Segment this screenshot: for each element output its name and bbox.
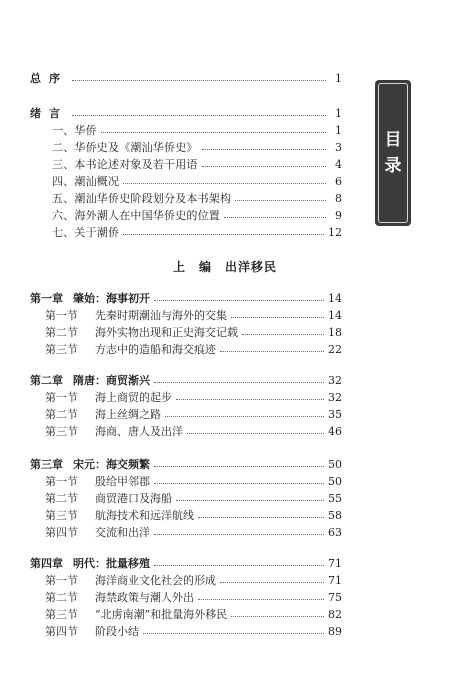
dot-leader	[224, 216, 326, 218]
toc-section[interactable]	[45, 572, 342, 588]
section-page: 18	[328, 325, 342, 339]
section-number: 第一节	[45, 475, 78, 488]
section-number: 第二节	[45, 408, 78, 421]
dot-leader	[231, 615, 324, 617]
dot-leader	[220, 581, 324, 583]
section-title: 海外实物出现和正史海交记载	[95, 326, 238, 339]
chapter-title: 肇始：海事初开	[73, 292, 150, 305]
toc-section[interactable]	[45, 623, 342, 639]
toc-subentry-label: 七、关于潮侨	[52, 226, 120, 239]
section-page: 22	[328, 342, 342, 356]
toc-subentry-label: 三、本书论述对象及若干用语	[52, 158, 198, 171]
section-page: 75	[328, 590, 342, 604]
section-page: 46	[328, 424, 342, 438]
contents-side-tab	[375, 80, 411, 226]
toc-entry-label: 绪言	[30, 107, 68, 120]
section-title: 方志中的造船和海交痕迹	[95, 343, 216, 356]
toc-chapter[interactable]	[30, 555, 342, 571]
dot-leader	[198, 516, 324, 518]
section-number: 第三节	[45, 608, 78, 621]
dot-leader	[123, 182, 326, 184]
toc-subentry-label: 五、潮汕华侨史阶段划分及本书架构	[52, 192, 232, 205]
toc-subentry-page: 6	[335, 174, 342, 188]
toc-chapter[interactable]	[30, 372, 342, 388]
section-number: 第二节	[45, 591, 78, 604]
section-title: 海洋商业文化社会的形成	[95, 574, 216, 587]
toc-section[interactable]	[45, 307, 342, 323]
toc-subentry-page: 4	[335, 157, 342, 171]
dot-leader	[176, 398, 324, 400]
dot-leader	[235, 199, 326, 201]
contents-side-tab-label	[378, 83, 408, 223]
dot-leader	[154, 465, 324, 467]
toc-subentry[interactable]	[52, 156, 342, 172]
section-page: 14	[328, 308, 342, 322]
dot-leader	[165, 415, 324, 417]
toc-chapter[interactable]	[30, 456, 342, 472]
toc-section[interactable]	[45, 473, 342, 489]
chapter-page: 50	[328, 457, 342, 471]
toc-section[interactable]	[45, 423, 342, 439]
dot-leader	[154, 564, 324, 566]
section-number: 第三节	[45, 343, 78, 356]
section-number: 第三节	[45, 509, 78, 522]
toc-subentry[interactable]	[52, 224, 342, 240]
toc-entry-label: 总序	[30, 72, 68, 85]
section-title: 殷给甲邻郡	[95, 475, 150, 488]
toc-entry-page: 1	[335, 71, 342, 85]
dot-leader	[187, 432, 324, 434]
toc-section[interactable]	[45, 606, 342, 622]
dot-leader	[220, 350, 324, 352]
section-title: 阶段小结	[95, 625, 139, 638]
toc-subentry[interactable]	[52, 173, 342, 189]
dot-leader	[242, 333, 324, 335]
section-page: 50	[328, 474, 342, 488]
toc-section[interactable]	[45, 490, 342, 506]
dot-leader	[154, 533, 324, 535]
toc-subentry[interactable]	[52, 207, 342, 223]
dot-leader	[154, 381, 324, 383]
section-page: 71	[328, 573, 342, 587]
section-page: 55	[328, 491, 342, 505]
toc-subentry-label: 一、华侨	[52, 124, 97, 137]
toc-chapter[interactable]	[30, 290, 342, 306]
dot-leader	[123, 233, 324, 235]
toc-subentry-label: 四、潮汕概况	[52, 175, 120, 188]
section-number: 第三节	[45, 425, 78, 438]
section-title: 先秦时期潮汕与海外的交集	[95, 309, 227, 322]
dot-leader	[72, 114, 326, 116]
dot-leader	[72, 79, 326, 81]
chapter-page: 71	[328, 556, 342, 570]
dot-leader	[202, 148, 326, 150]
section-title: 交流和出洋	[95, 526, 150, 539]
toc-entry-general-preface[interactable]	[30, 70, 342, 86]
chapter-number: 第四章	[30, 557, 63, 570]
toc-subentry[interactable]	[52, 190, 342, 206]
section-page: 35	[328, 407, 342, 421]
section-title: “北虏南潮”和批量海外移民	[95, 608, 228, 621]
dot-leader	[231, 316, 324, 318]
toc-subentry-label: 六、海外潮人在中国华侨史的位置	[52, 209, 220, 222]
toc-subentry-label: 二、华侨史及《潮汕华侨史》	[52, 141, 198, 154]
part-heading: 上 编 出洋移民	[172, 260, 277, 274]
toc-subentry-page: 9	[335, 208, 342, 222]
section-number: 第一节	[45, 574, 78, 587]
section-number: 第一节	[45, 309, 78, 322]
section-title: 海上商贸的起步	[95, 391, 172, 404]
toc-entry-page: 1	[335, 106, 342, 120]
dot-leader	[202, 165, 326, 167]
dot-leader	[143, 632, 324, 634]
side-tab-char: 目	[384, 130, 402, 150]
toc-section[interactable]	[45, 389, 342, 405]
toc-section[interactable]	[45, 324, 342, 340]
section-title: 航海技术和远洋航线	[95, 509, 194, 522]
toc-section[interactable]	[45, 589, 342, 605]
section-number: 第二节	[45, 492, 78, 505]
section-page: 89	[328, 624, 342, 638]
chapter-title: 隋唐：商贸渐兴	[73, 374, 150, 387]
chapter-number: 第一章	[30, 292, 63, 305]
toc-subentry-page: 12	[328, 225, 342, 239]
toc-entry-introduction[interactable]	[30, 105, 342, 121]
section-page: 63	[328, 525, 342, 539]
section-number: 第二节	[45, 326, 78, 339]
section-page: 32	[328, 390, 342, 404]
side-tab-char: 录	[384, 156, 402, 176]
dot-leader	[154, 299, 324, 301]
chapter-number: 第二章	[30, 374, 63, 387]
dot-leader	[154, 482, 324, 484]
dot-leader	[176, 499, 324, 501]
toc-subentry[interactable]	[52, 122, 342, 138]
section-title: 海商、唐人及出洋	[95, 425, 183, 438]
toc-section[interactable]	[45, 406, 342, 422]
section-number: 第四节	[45, 625, 78, 638]
section-title: 商贸港口及海船	[95, 492, 172, 505]
section-number: 第一节	[45, 391, 78, 404]
dot-leader	[101, 131, 326, 133]
chapter-page: 14	[328, 291, 342, 305]
toc-subentry-page: 1	[335, 123, 342, 137]
section-page: 82	[328, 607, 342, 621]
toc-section[interactable]	[45, 507, 342, 523]
toc-subentry[interactable]	[52, 139, 342, 155]
toc-subentry-page: 3	[335, 140, 342, 154]
toc-section[interactable]	[45, 341, 342, 357]
chapter-number: 第三章	[30, 458, 63, 471]
toc-section[interactable]	[45, 524, 342, 540]
section-number: 第四节	[45, 526, 78, 539]
chapter-page: 32	[328, 373, 342, 387]
section-title: 海禁政策与潮人外出	[95, 591, 194, 604]
chapter-title: 宋元：海交频繁	[73, 458, 150, 471]
section-page: 58	[328, 508, 342, 522]
section-title: 海上丝绸之路	[95, 408, 161, 421]
dot-leader	[198, 598, 324, 600]
toc-subentry-page: 8	[335, 191, 342, 205]
chapter-title: 明代：批量移殖	[73, 557, 150, 570]
